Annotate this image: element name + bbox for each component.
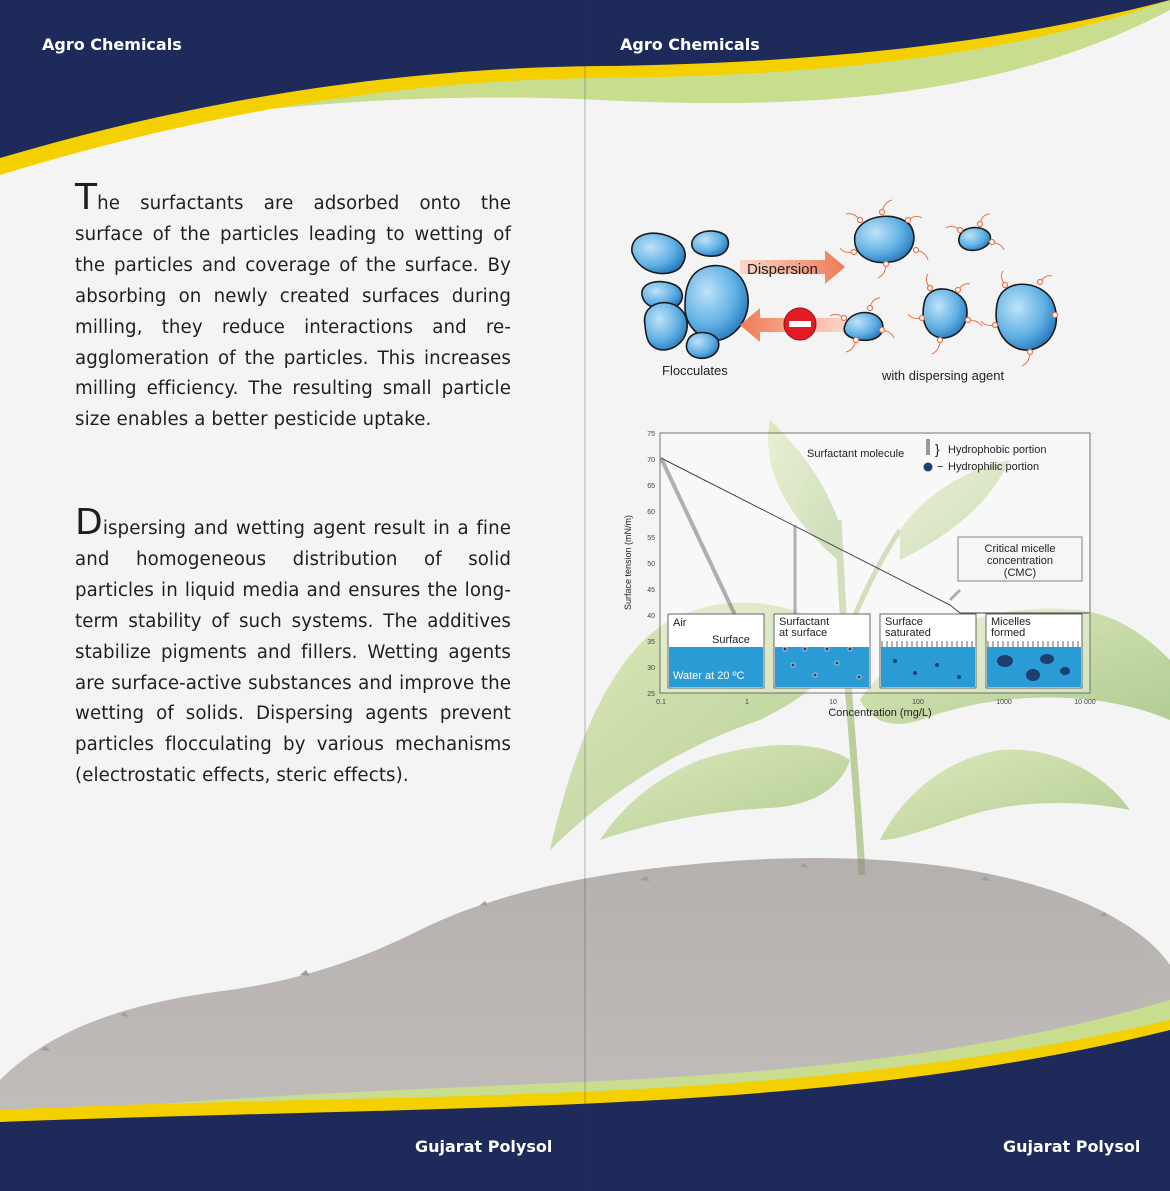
y-tick: 70 (647, 457, 655, 464)
panel1-surface-label: Surface (712, 634, 750, 646)
panel1-water-label: Water at 20 ºC (673, 670, 745, 682)
y-tick: 45 (647, 587, 655, 594)
panel3-label-1: Surface (885, 616, 923, 628)
panel2-label-1: Surfactant (779, 616, 830, 628)
paragraph-dispersing (75, 502, 511, 792)
chart-x-label: Concentration (mg/L) (828, 707, 932, 719)
chart-y-label: Surface tension (mN/m) (623, 514, 633, 610)
paragraph-surfactants-text: he surfactants are adsorbed onto the surface of the particles leading to wetting of the particles and coverage of the surface. By absorbing on newly created surfaces during milling, they reduce interactions and re-agglomeration of the particles. This increases milling efficiency. The resulting small particle size enables a better pesticide uptake. (75, 193, 511, 431)
y-tick: 75 (647, 431, 655, 438)
chart-y-ticks (647, 431, 655, 698)
panel-air-surface (668, 614, 764, 688)
legend-hydrophilic: Hydrophilic portion (948, 461, 1040, 473)
dispersion-arrow-label: Dispersion (747, 261, 818, 278)
surface-tension-chart (615, 425, 1105, 720)
panel1-air-label: Air (673, 617, 687, 629)
x-tick: 1000 (996, 699, 1012, 706)
panel-micelles-formed (986, 614, 1082, 688)
svg-text:−: − (937, 461, 944, 473)
panel4-label-2: formed (991, 627, 1026, 639)
x-tick: 0.1 (656, 699, 666, 706)
legend-hydrophobic: Hydrophobic portion (948, 444, 1047, 456)
y-tick: 35 (647, 639, 655, 646)
hydrophobic-tail-icon (926, 439, 930, 455)
y-tick: 60 (647, 509, 655, 516)
footer-brand-left: Gujarat Polysol (415, 1137, 553, 1156)
svg-text:}: } (935, 441, 940, 457)
y-tick: 65 (647, 483, 655, 490)
panel-surfactant-at-surface (774, 614, 870, 688)
paragraph-surfactants (75, 177, 511, 436)
dispersed-particles (844, 216, 1056, 350)
header-title-right: Agro Chemicals (620, 35, 760, 54)
x-tick: 10 (829, 699, 837, 706)
dropcap-t: T (75, 177, 98, 218)
no-entry-icon (784, 308, 816, 340)
paragraph-dispersing-text: ispersing and wetting agent result in a fine and homogeneous distribution of solid particles in liquid media and ensures the long-term stability of such systems. The additives stabilize pigments and fillers. Wetting agents are surface-active substances and improve the wetting of solids. Dispersing agents prevent particles flocculating by various mechanisms (electrostatic effects, steric effects). (75, 518, 511, 787)
x-tick: 100 (912, 699, 924, 706)
flocculates-caption: Flocculates (662, 363, 728, 378)
chart-x-ticks (656, 699, 1096, 706)
x-tick: 1 (745, 699, 749, 706)
dispersion-diagram (620, 190, 1060, 390)
cmc-label-1: Critical micelle (984, 543, 1056, 555)
y-tick: 25 (647, 691, 655, 698)
dispersing-agent-caption: with dispersing agent (882, 368, 1005, 383)
dropcap-d: D (75, 502, 103, 543)
flocculate-cluster (632, 231, 748, 358)
panel-surface-saturated (880, 614, 976, 688)
y-tick: 50 (647, 561, 655, 568)
panel2-label-2: at surface (779, 627, 828, 639)
footer-brand-right: Gujarat Polysol (1003, 1137, 1141, 1156)
y-tick: 30 (647, 665, 655, 672)
y-tick: 40 (647, 613, 655, 620)
hydrophilic-head-icon (924, 463, 933, 472)
header-title-left: Agro Chemicals (42, 35, 182, 54)
cmc-label-2: concentration (986, 555, 1054, 567)
legend-title: Surfactant molecule (807, 448, 905, 460)
y-tick: 55 (647, 535, 655, 542)
x-tick: 10 000 (1074, 699, 1096, 706)
panel3-label-2: saturated (885, 627, 931, 639)
panel4-label-1: Micelles (991, 616, 1031, 628)
cmc-label-3: (CMC) (1003, 567, 1037, 579)
